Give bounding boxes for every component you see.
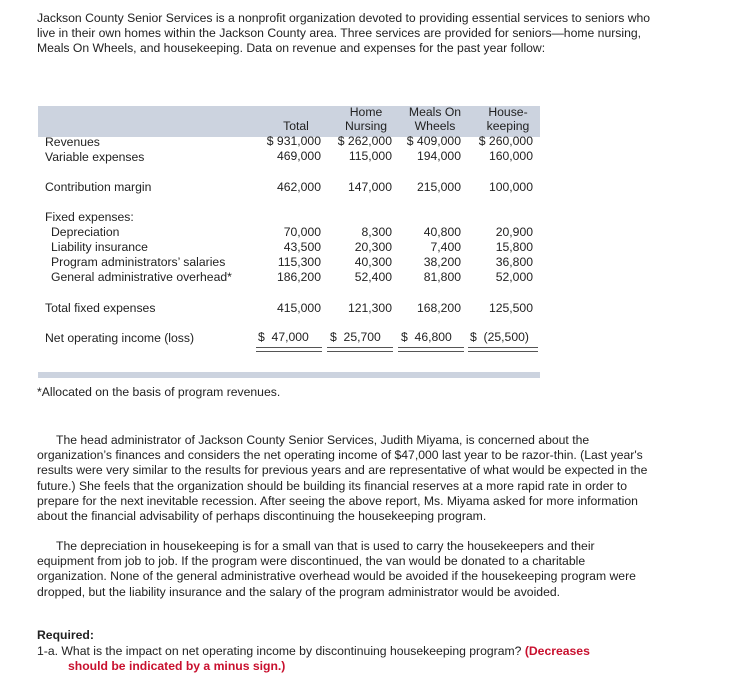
table-footer-band xyxy=(38,372,540,378)
question-number: 1-a. xyxy=(37,643,59,658)
cell-depreciation-housekeeping: 20,900 xyxy=(495,225,533,239)
cell-revenues-total: $ 931,000 xyxy=(266,134,321,148)
question-note-part2: should be indicated by a minus sign.) xyxy=(68,659,286,673)
cell-revenues-meals: $ 409,000 xyxy=(406,134,461,148)
header-meals-line2: Wheels xyxy=(414,119,456,133)
cell-variable-nursing: 115,000 xyxy=(348,149,392,163)
cell-cm-nursing: 147,000 xyxy=(347,180,392,194)
row-label-revenues: Revenues xyxy=(45,135,100,149)
cell-total-fixed-nursing: 121,300 xyxy=(347,301,392,315)
cell-revenues-housekeeping: $ 260,000 xyxy=(478,134,533,148)
cell-cm-meals: 215,000 xyxy=(416,180,461,194)
row-label-total-fixed: Total fixed expenses xyxy=(45,301,156,315)
cell-salaries-total: 115,300 xyxy=(277,255,321,269)
question-note-part1: (Decreases xyxy=(524,643,590,658)
header-housekeeping-line2: keeping xyxy=(486,119,530,133)
cell-depreciation-total: 70,000 xyxy=(283,225,321,239)
cell-cm-housekeeping: 100,000 xyxy=(488,180,533,194)
row-label-net-operating-income: Net operating income (loss) xyxy=(45,331,195,345)
cell-variable-meals: 194,000 xyxy=(416,149,461,163)
row-label-variable-expenses: Variable expenses xyxy=(45,150,145,164)
row-label-depreciation: Depreciation xyxy=(51,225,120,239)
row-label-admin-overhead: General administrative overhead* xyxy=(51,270,232,284)
question-text: What is the impact on net operating income by discontinuing housekeeping program? xyxy=(61,643,522,658)
header-total: Total xyxy=(283,119,309,133)
cell-total-fixed-housekeeping: 125,500 xyxy=(488,301,533,315)
double-underline-total xyxy=(256,347,322,352)
header-nursing-line1: Home xyxy=(349,105,383,119)
intro-paragraph: Jackson County Senior Services is a nonprofit organization devoted to providing essential services to seniors who live in their own homes within the Jackson County area. Three services are provided for seniors—home nursing, Meals On Wheels, and housekeeping. Data on revenue and expenses for the past year follow: xyxy=(37,11,651,56)
cell-liability-total: 43,500 xyxy=(283,240,321,254)
cell-cm-total: 462,000 xyxy=(276,180,321,194)
required-section xyxy=(37,628,590,675)
cell-salaries-nursing: 40,300 xyxy=(354,255,392,269)
row-label-fixed-expenses: Fixed expenses: xyxy=(45,210,134,224)
cell-total-fixed-meals: 168,200 xyxy=(416,301,461,315)
cell-revenues-nursing: $ 262,000 xyxy=(337,134,392,148)
cell-salaries-housekeeping: 36,800 xyxy=(495,255,533,269)
cell-variable-total: 469,000 xyxy=(276,149,321,163)
row-label-admin-salaries: Program administrators’ salaries xyxy=(51,255,226,269)
paragraph-administrator-concern: The head administrator of Jackson County Senior Services, Judith Miyama, is concerned about the organization’s finances and considers the net operating income of $47,000 last year to be razor-thin. (Last year's results were very similar to the results for previous years and are representative of what would be expected in the future.) She feels that the organization should be building its financial reserves at a more rapid rate in order to prepare for the next inevitable recession. After seeing the above report, Ms. Miyama asked for more information about the financial advisability of perhaps discontinuing the housekeeping program. xyxy=(37,433,648,524)
cell-variable-housekeeping: 160,000 xyxy=(488,149,533,163)
paragraph-depreciation-details: The depreciation in housekeeping is for a small van that is used to carry the housekeepers and their equipment from job to job. If the program were discontinued, the van would be donated to a charitable organization. None of the general administrative overhead would be avoided if the housekeeping program were dropped, but the liability insurance and the salary of the program administrator would be avoided. xyxy=(37,539,636,599)
cell-noi-nursing: $ 25,700 xyxy=(330,330,381,344)
header-nursing-line2: Nursing xyxy=(345,119,387,133)
header-meals-line1: Meals On xyxy=(408,105,462,119)
cell-liability-meals: 7,400 xyxy=(430,240,461,254)
cell-liability-nursing: 20,300 xyxy=(354,240,392,254)
cell-overhead-housekeeping: 52,000 xyxy=(495,270,533,284)
cell-overhead-total: 186,200 xyxy=(276,270,321,284)
required-heading: Required: xyxy=(37,628,94,642)
cell-salaries-meals: 38,200 xyxy=(423,255,461,269)
cell-overhead-meals: 81,800 xyxy=(423,270,461,284)
cell-liability-housekeeping: 15,800 xyxy=(495,240,533,254)
double-underline-housekeeping xyxy=(468,347,538,352)
row-label-liability-insurance: Liability insurance xyxy=(51,240,148,254)
double-underline-nursing xyxy=(327,347,393,352)
cell-total-fixed-total: 415,000 xyxy=(276,301,321,315)
cell-noi-housekeeping: $ (25,500) xyxy=(470,330,529,344)
header-housekeeping-line1: House- xyxy=(488,105,528,119)
double-underline-meals xyxy=(398,347,464,352)
cell-noi-meals: $ 46,800 xyxy=(401,330,452,344)
row-label-contribution-margin: Contribution margin xyxy=(45,180,152,194)
cell-depreciation-meals: 40,800 xyxy=(423,225,461,239)
cell-depreciation-nursing: 8,300 xyxy=(361,225,392,239)
cell-overhead-nursing: 52,400 xyxy=(354,270,392,284)
table-footnote: *Allocated on the basis of program revenues. xyxy=(37,385,281,399)
cell-noi-total: $ 47,000 xyxy=(258,330,309,344)
